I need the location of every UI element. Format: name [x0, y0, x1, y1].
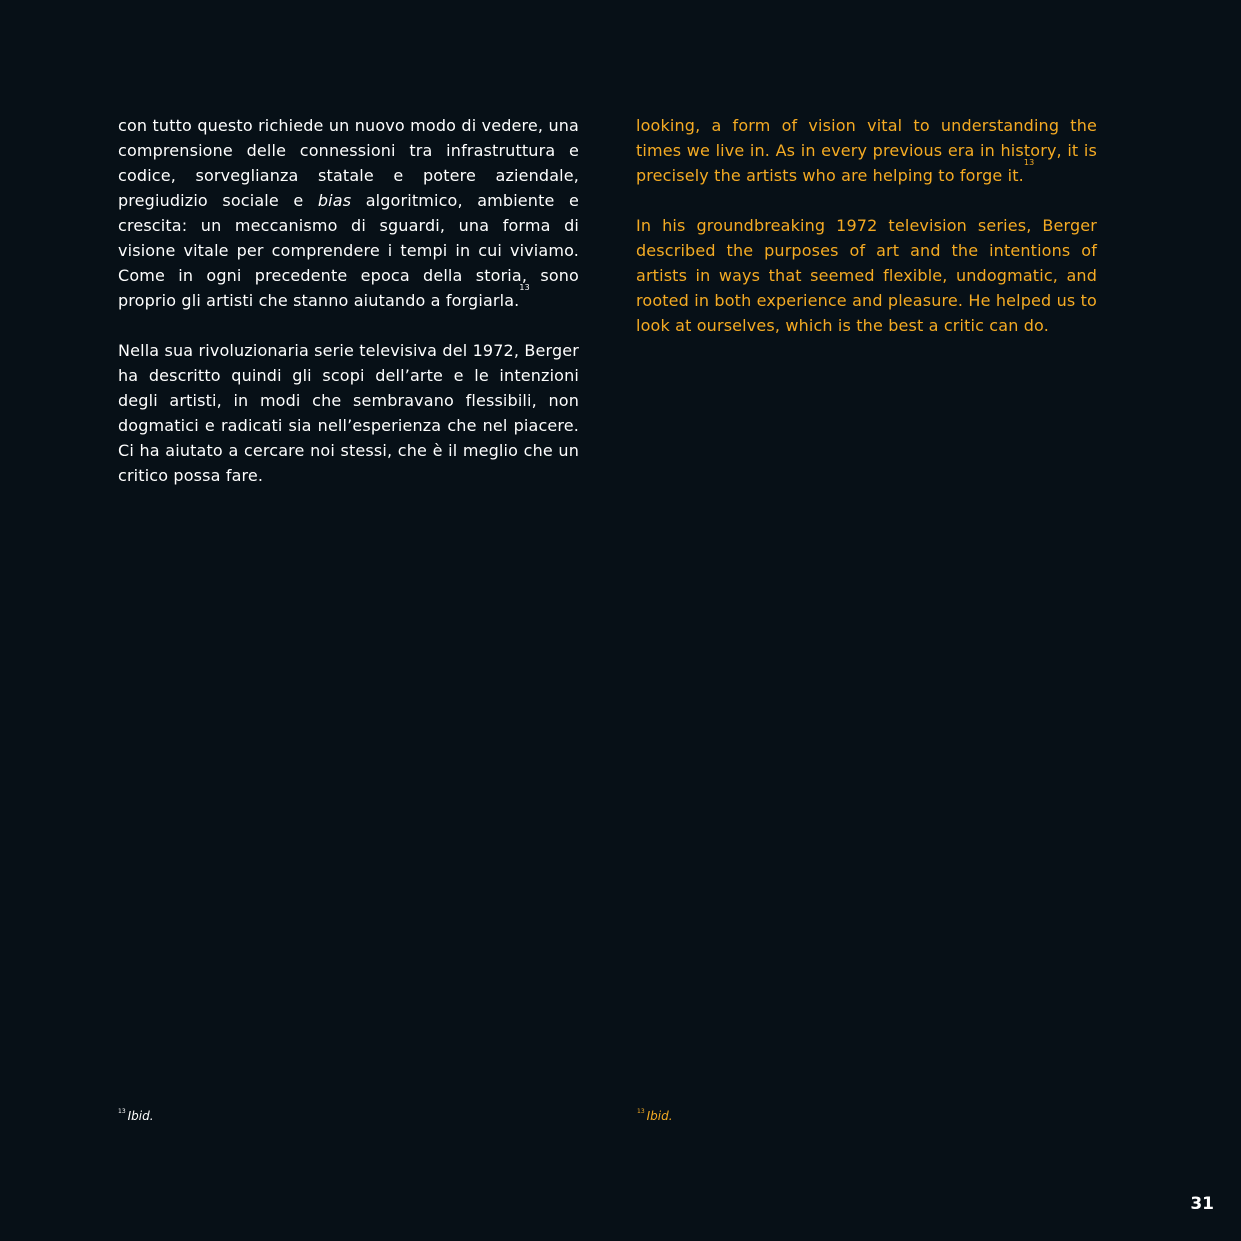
italian-footnote-number: 13 — [118, 1108, 126, 1115]
italian-p1-text-start: con tutto questo richiede un nuovo modo di vedere, una comprensione delle connessioni tra infrastruttura e codice, sorveglianza statale e potere aziendale, pregiudizio sociale e — [118, 116, 579, 210]
page-number: 31 — [1190, 1194, 1214, 1214]
italian-footnote-text: Ibid. — [127, 1109, 154, 1123]
english-footnote-text: Ibid. — [646, 1109, 673, 1123]
italian-paragraph-2: Nella sua rivoluzionaria serie televisiva del 1972, Berger ha descritto quindi gli scopi dell’arte e le intenzioni degli artisti, in modi che sembravano flessibili, non dogmatici e radicati sia nell’esperienza che nel piacere. Ci ha aiutato a cercare noi stessi, che è il meglio che un critico possa fare. — [118, 341, 579, 485]
italian-footnote-reference: 13 — [519, 283, 530, 292]
italian-text-column — [118, 113, 579, 513]
english-paragraph-1 — [636, 113, 1097, 188]
italian-paragraph-1 — [118, 113, 579, 313]
english-paragraph-2: In his groundbreaking 1972 television series, Berger described the purposes of art and the intentions of artists in ways that seemed flexible, undogmatic, and rooted in both experience and pleasure. He helped us to look at ourselves, which is the best a critic can do. — [636, 216, 1097, 335]
english-footnote-number: 13 — [637, 1108, 645, 1115]
italian-p1-italic-term: bias — [317, 191, 352, 210]
english-text-column — [636, 113, 1097, 363]
english-footnote-reference: 13 — [1023, 158, 1035, 167]
italian-footnote — [118, 1108, 154, 1124]
italian-p1-text-end: algoritmico, ambiente e crescita: un meccanismo di sguardi, una forma di visione vitale per comprendere i tempi in cui viviamo. Come in ogni precedente epoca della storia, sono proprio gli artisti che stanno aiutando a forgiarla. — [118, 191, 579, 310]
english-p1-text: looking, a form of vision vital to understanding the times we live in. As in every previous era in history, it is precisely the artists who are helping to forge it. — [636, 116, 1097, 185]
english-footnote — [637, 1108, 673, 1124]
